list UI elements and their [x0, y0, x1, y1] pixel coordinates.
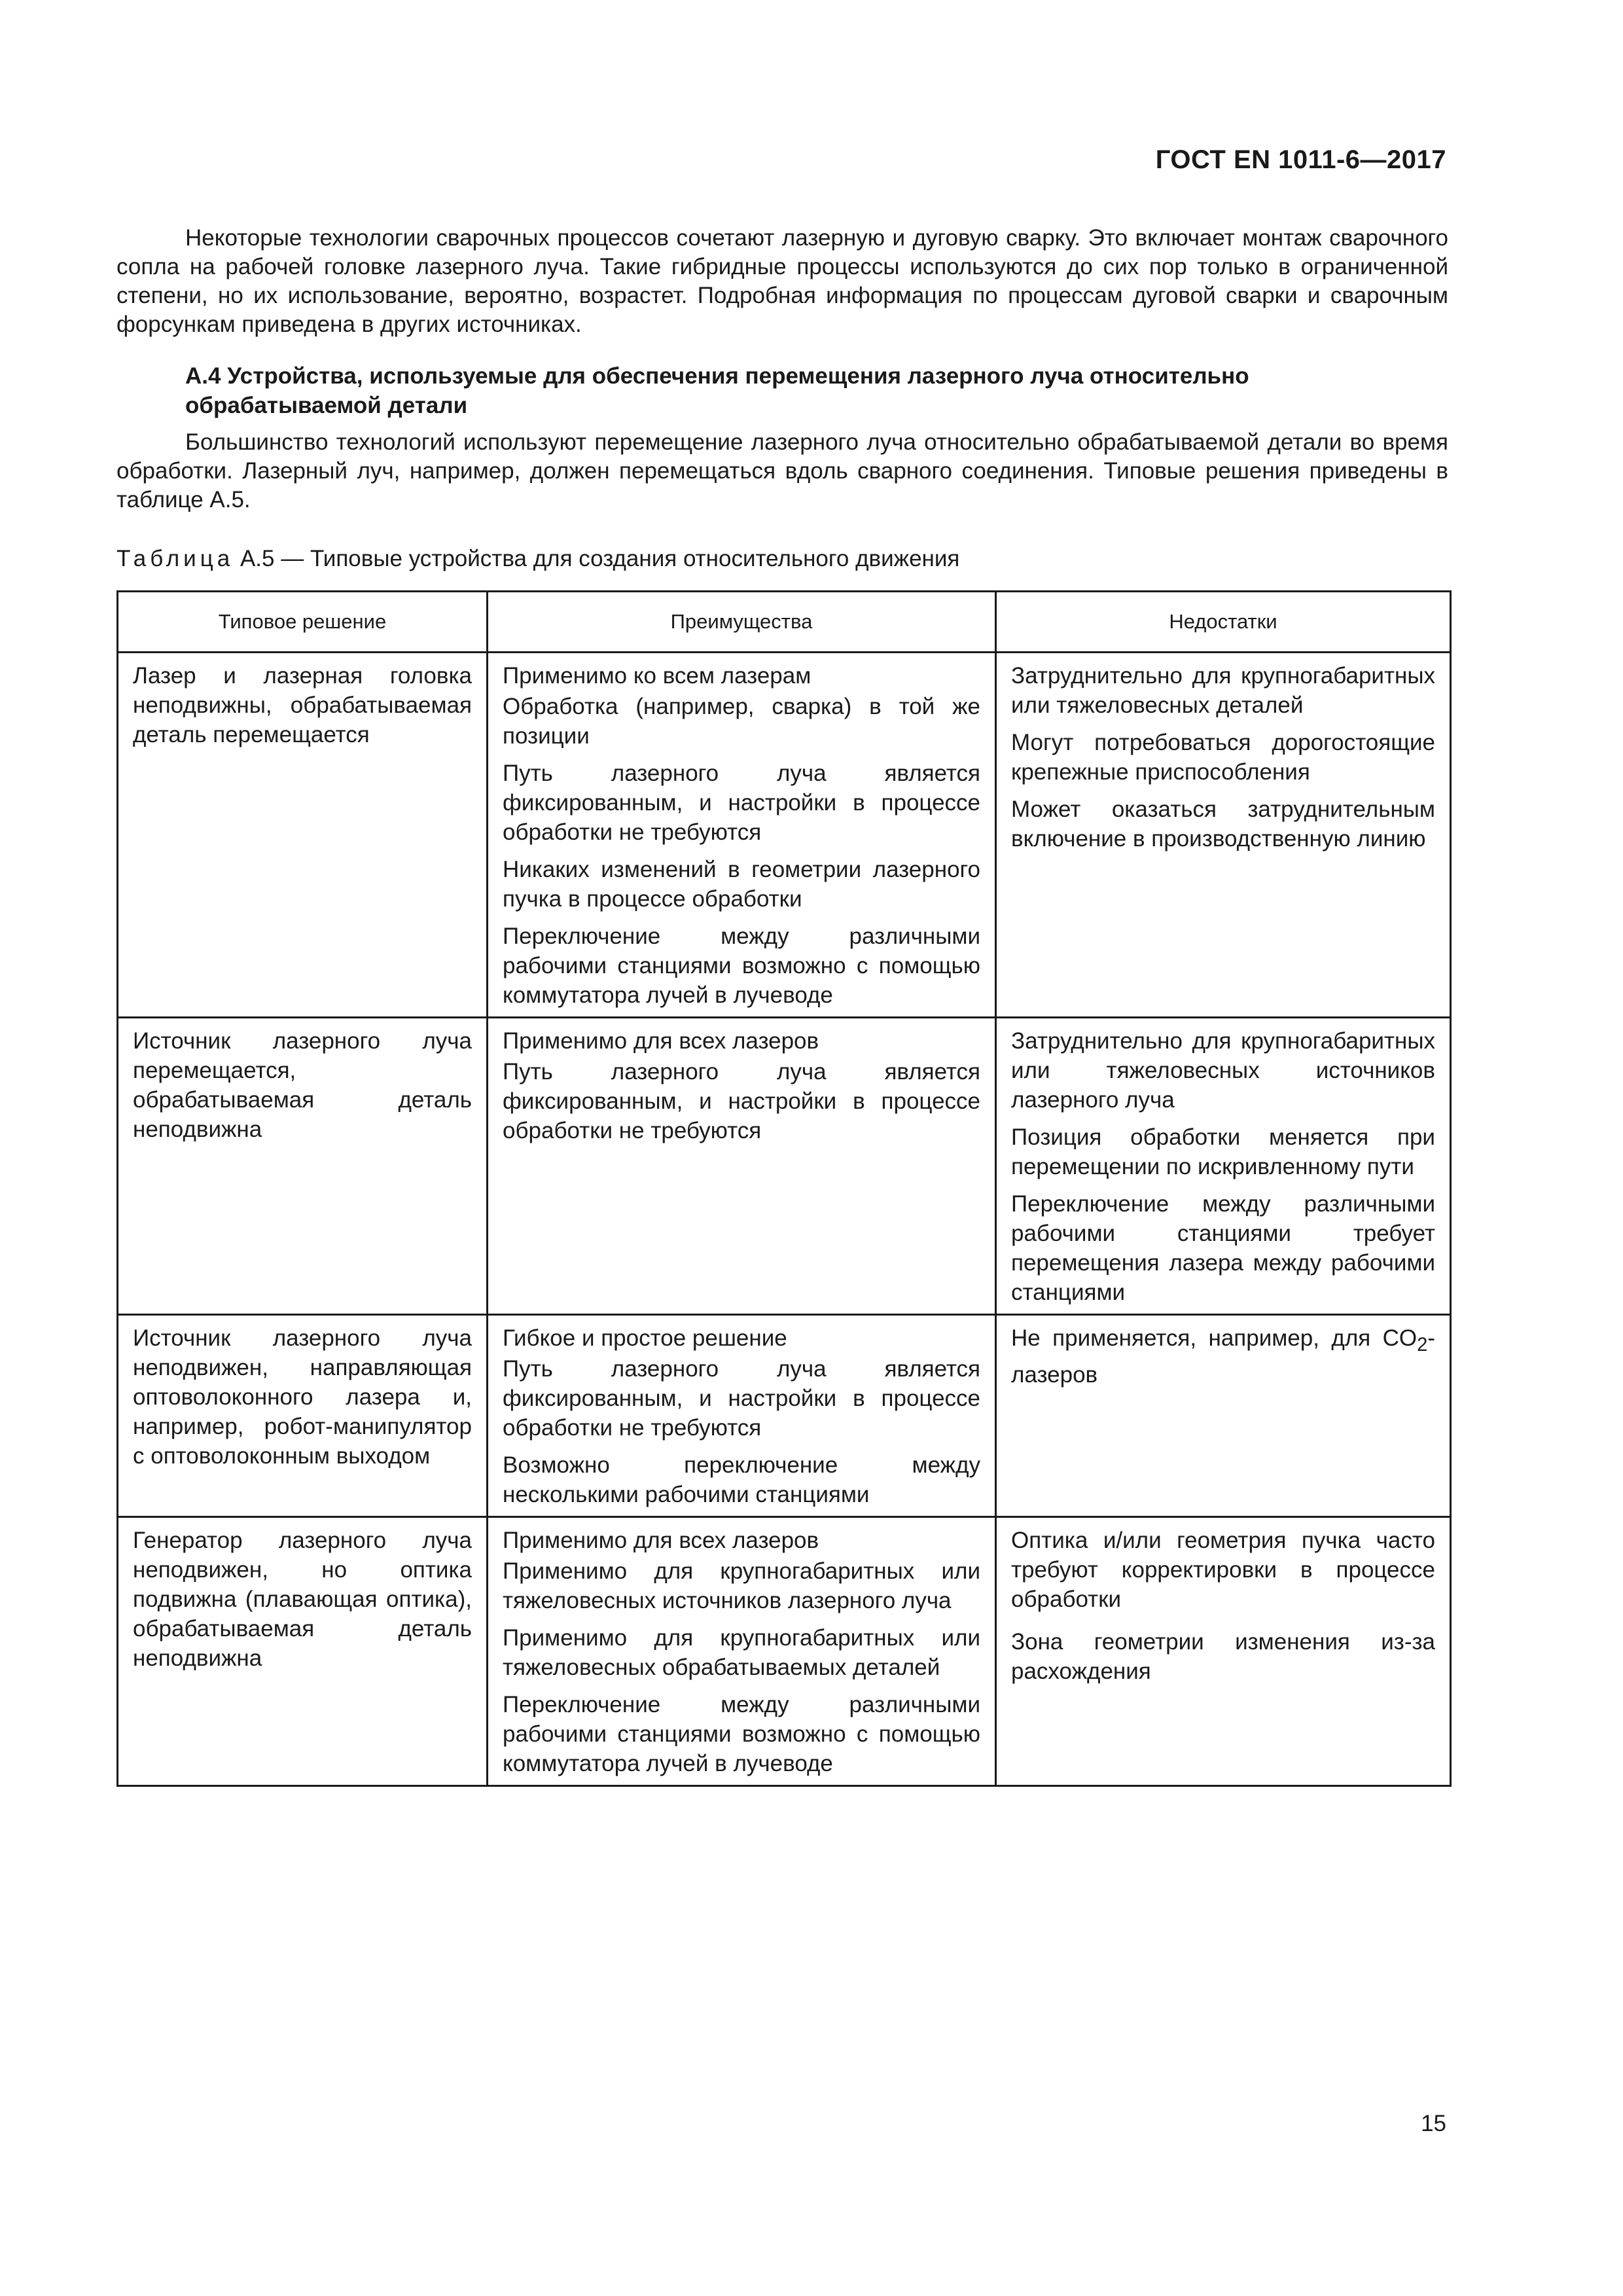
table-row: [118, 1315, 1451, 1517]
advantages-cell: [488, 1018, 996, 1315]
disadvantage-item: Позиция обработки меняется при перемещении по искривленному пути: [1011, 1124, 1435, 1179]
header-advantages: Преимущества: [488, 592, 996, 653]
devices-table: [116, 590, 1452, 1787]
table-caption: [116, 546, 959, 572]
advantages-cell: [488, 1517, 996, 1786]
disadvantages-cell: [996, 1517, 1451, 1786]
advantage-item: Применимо для всех лазеров: [503, 1528, 819, 1553]
advantage-item: Обработка (например, сварка) в той же позиции: [503, 694, 980, 749]
advantage-item: Переключение между различными рабочими станциями возможно с помощью коммутатора лучей в лучеводе: [503, 924, 980, 1008]
advantage-item: Переключение между различными рабочими станциями возможно с помощью коммутатора лучей в лучеводе: [503, 1692, 980, 1776]
table-row: [118, 1018, 1451, 1315]
disadvantage-item: Может оказаться затруднительным включение в производственную линию: [1011, 797, 1435, 852]
disadvantage-item: Могут потребоваться дорогостоящие крепежные приспособления: [1011, 730, 1435, 785]
disadvantages-cell: [996, 1018, 1451, 1315]
document-code: ГОСТ EN 1011-6—2017: [1155, 145, 1446, 174]
solution-text: Источник лазерного луча перемещается, обрабатываемая деталь неподвижна: [133, 1028, 472, 1142]
advantages-cell: [488, 1315, 996, 1517]
advantage-item: Путь лазерного луча является фиксированным, и настройки в процессе обработки не требуются: [503, 1059, 980, 1143]
disadvantage-text-pre: Не применяется, например, для CO: [1011, 1325, 1418, 1351]
table-row: [118, 653, 1451, 1018]
solution-text: Источник лазерного луча неподвижен, направляющая оптоволоконного лазера и, например, робот-манипулятор с оптоволоконным выходом: [133, 1325, 472, 1469]
disadvantage-item: Зона геометрии изменения из-за расхождения: [1011, 1629, 1435, 1684]
disadvantage-item: Затруднительно для крупногабаритных или тяжеловесных источников лазерного луча: [1011, 1028, 1435, 1113]
disadvantages-cell: [996, 653, 1451, 1018]
disadvantage-item: Оптика и/или геометрия пучка часто требуют корректировки в процессе обработки: [1011, 1528, 1435, 1612]
advantage-item: Возможно переключение между несколькими рабочими станциями: [503, 1452, 980, 1507]
disadvantage-item: [1011, 1323, 1435, 1390]
advantage-item: Применимо для крупногабаритных или тяжеловесных источников лазерного луча: [503, 1558, 980, 1613]
section-paragraph: Большинство технологий используют перемещение лазерного луча относительно обрабатываемой детали во время обработки. Лазерный луч, например, должен перемещаться вдоль сварного соединения. Типовые решения приведены в таблице А.5.: [116, 429, 1448, 512]
disadvantage-text-post: -лазеров: [1011, 1325, 1435, 1388]
header-solution: Типовое решение: [118, 592, 488, 653]
advantage-item: Путь лазерного луча является фиксированным, и настройки в процессе обработки не требуются: [503, 761, 980, 845]
solution-cell: [118, 1517, 488, 1786]
page-number: 15: [1421, 2111, 1446, 2136]
header-disadvantages: Недостатки: [996, 592, 1451, 653]
solution-cell: [118, 1018, 488, 1315]
solution-text: Лазер и лазерная головка неподвижны, обрабатываемая деталь перемещается: [133, 663, 472, 747]
advantage-item: Никаких изменений в геометрии лазерного пучка в процессе обработки: [503, 857, 980, 912]
solution-cell: [118, 1315, 488, 1517]
intro-paragraph: Некоторые технологии сварочных процессов сочетают лазерную и дуговую сварку. Это включает монтаж сварочного сопла на рабочей головке лазерного луча. Такие гибридные процессы используются до сих пор только в ограниченной степени, но их использование, вероятно, возрастет. Подробная информация по процессам дуговой сварки и сварочным форсункам приведена в других источниках.: [116, 225, 1448, 337]
advantage-item: Применимо для всех лазеров: [503, 1028, 819, 1054]
disadvantages-cell: [996, 1315, 1451, 1517]
solution-text: Генератор лазерного луча неподвижен, но оптика подвижна (плавающая оптика), обрабатываемая деталь неподвижна: [133, 1528, 472, 1671]
advantage-item: Гибкое и простое решение: [503, 1325, 787, 1351]
table-row: [118, 1517, 1451, 1786]
advantage-item: Путь лазерного луча является фиксированным, и настройки в процессе обработки не требуются: [503, 1356, 980, 1441]
table-caption-label: Таблица: [116, 546, 234, 571]
co2-subscript: 2: [1417, 1335, 1428, 1355]
table-header-row: [118, 592, 1451, 653]
table-caption-text: А.5 — Типовые устройства для создания относительного движения: [234, 546, 960, 571]
advantages-cell: [488, 653, 996, 1018]
advantage-item: Применимо для крупногабаритных или тяжеловесных обрабатываемых деталей: [503, 1625, 980, 1680]
disadvantage-item: Затруднительно для крупногабаритных или тяжеловесных деталей: [1011, 663, 1435, 718]
solution-cell: [118, 653, 488, 1018]
section-heading: А.4 Устройства, используемые для обеспечения перемещения лазерного луча относительно обрабатываемой детали: [185, 363, 1249, 418]
disadvantage-item: Переключение между различными рабочими станциями требует перемещения лазера между рабочими станциями: [1011, 1191, 1435, 1305]
advantage-item: Применимо ко всем лазерам: [503, 663, 812, 689]
